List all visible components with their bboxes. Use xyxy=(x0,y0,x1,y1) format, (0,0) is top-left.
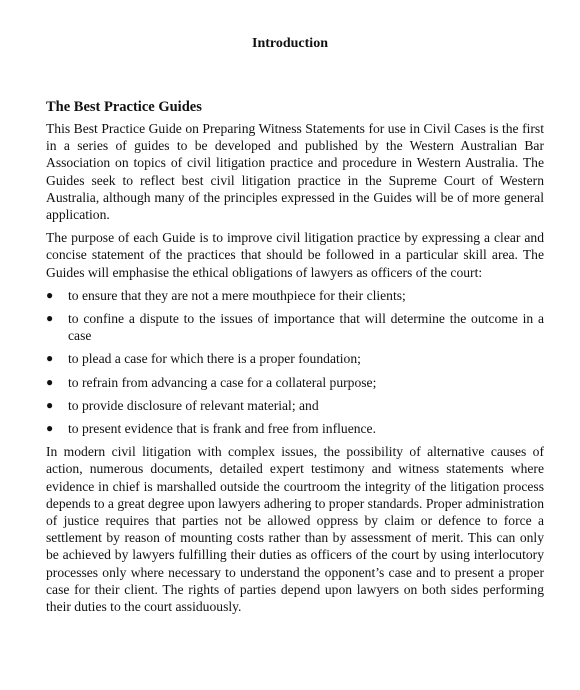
paragraph-intro: This Best Practice Guide on Preparing Witness Statements for use in Civil Cases is the first in a series of guides to be developed and published by the Western Australian Bar Association on topics of civil litigation practice and procedure in Western Australia. The Guides seek to reflect best civil litigation practice in the Supreme Court of Western Australia, although many of the principles expressed in the Guides will be of more general application. xyxy=(46,121,544,223)
page-title: Introduction xyxy=(252,36,328,51)
list-item-text: to provide disclosure of relevant material; and xyxy=(68,397,319,413)
obligations-list xyxy=(46,287,544,437)
list-item-text: to refrain from advancing a case for a collateral purpose; xyxy=(68,374,377,390)
paragraph-modern-litigation: In modern civil litigation with complex issues, the possibility of alternative causes of action, numerous documents, detailed expert testimony and witness statements where evidence in chief is marshalled outside the courtroom the integrity of the litigation process depends to a great degree upon lawyers adhering to proper standards. Proper administration of justice requires that parties not be allowed oppress by claim or defence to force a settlement by reason of mounting costs rather than by assessment of merit. This can only be achieved by lawyers fulfilling their duties as officers of the court by using interlocutory processes only where necessary to understand the opponent’s case and to present a proper case for their client. The rights of parties depend upon lawyers on both sides performing their duties to the court assiduously. xyxy=(46,444,544,615)
list-item xyxy=(46,310,544,344)
list-item xyxy=(46,420,544,437)
list-item-text: to present evidence that is frank and free from influence. xyxy=(68,421,376,437)
section-title: The Best Practice Guides xyxy=(46,99,202,115)
list-item-text: to confine a dispute to the issues of importance that will determine the outcome in a case xyxy=(68,311,544,344)
bullet-icon: ● xyxy=(46,421,54,436)
list-item xyxy=(46,374,544,391)
bullet-icon: ● xyxy=(46,351,54,366)
document-body xyxy=(46,98,544,621)
bullet-icon: ● xyxy=(46,374,54,389)
list-item-text: to ensure that they are not a mere mouthpiece for their clients; xyxy=(68,287,406,303)
bullet-icon: ● xyxy=(46,311,54,326)
list-item xyxy=(46,287,544,304)
bullet-icon: ● xyxy=(46,397,54,412)
list-item xyxy=(46,350,544,367)
list-item-text: to plead a case for which there is a proper foundation; xyxy=(68,351,361,367)
bullet-icon: ● xyxy=(46,287,54,302)
list-item xyxy=(46,397,544,414)
paragraph-purpose: The purpose of each Guide is to improve civil litigation practice by expressing a clear and concise statement of the practices that should be followed in a particular skill area. The Guides will emphasise the ethical obligations of lawyers as officers of the court: xyxy=(46,230,544,280)
